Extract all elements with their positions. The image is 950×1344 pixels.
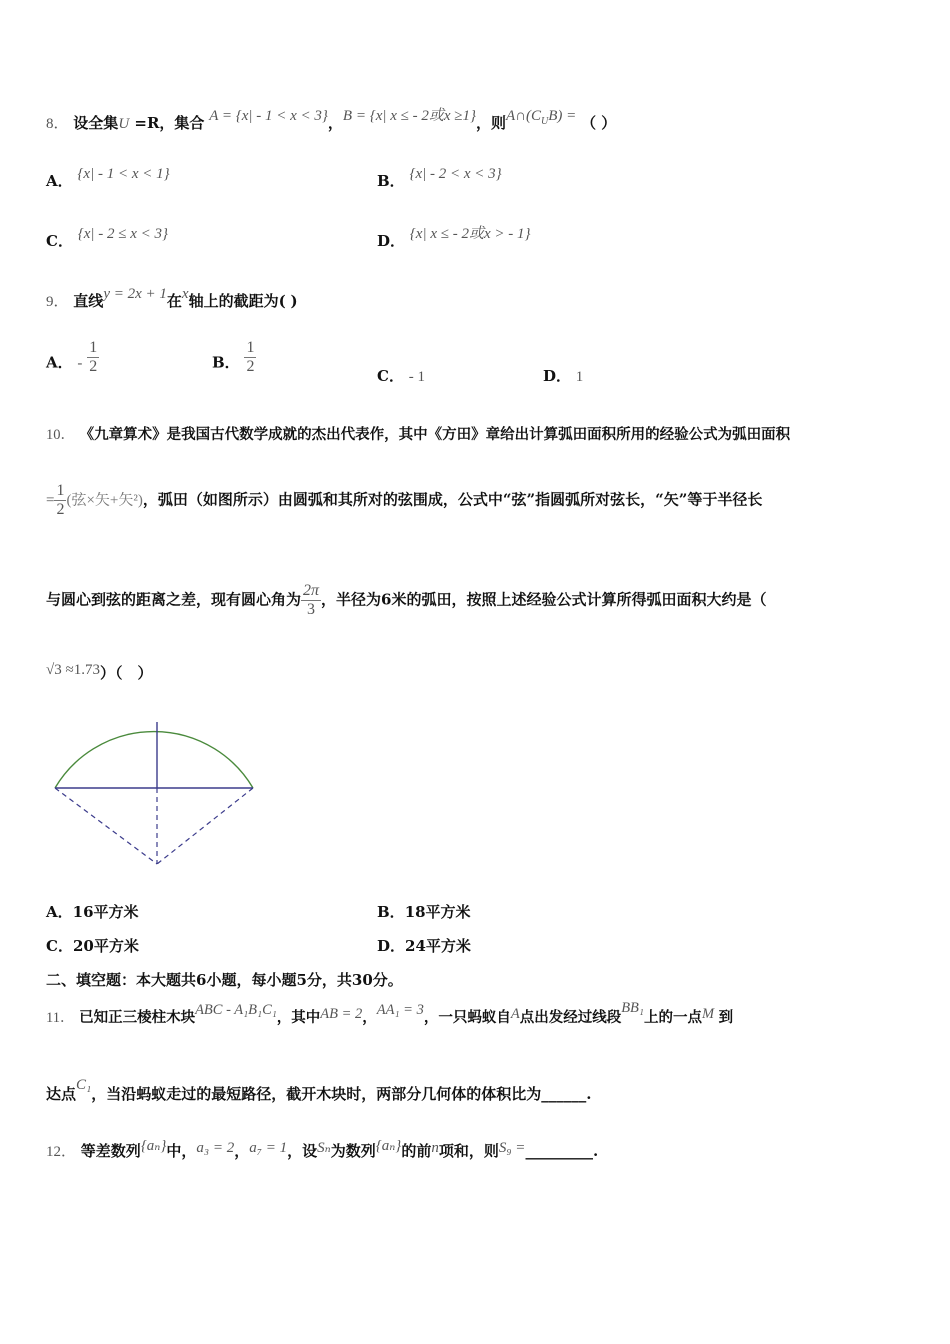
option-label: B． <box>212 353 240 372</box>
q10-half <box>54 482 66 519</box>
q9-number: 9． <box>46 294 69 310</box>
option-text: - 1 <box>408 369 425 385</box>
q8-expr <box>506 108 577 127</box>
q12-answer-blank[interactable]: _________. <box>525 1142 599 1160</box>
q10-text-4: ，半径为6米的弧田，按照上述经验公式计算所得弧田面积大约是（ <box>321 590 767 609</box>
q9-text-3: 轴上的截距为( <box>188 292 286 310</box>
q11-text-6: 上的一点 <box>643 1009 702 1026</box>
q11-point-a: A <box>510 1006 520 1022</box>
q11-c1: C₁ <box>76 1077 92 1093</box>
question-11-line-2 <box>46 1077 592 1104</box>
q9-text: 直线 <box>73 292 104 310</box>
option-label: A． <box>46 903 73 921</box>
q8-option-d[interactable] <box>377 226 531 251</box>
q12-a3: a₃ = 2 <box>196 1140 235 1156</box>
option-label: C． <box>46 937 73 955</box>
numerator: 1 <box>89 339 98 356</box>
denominator: 2 <box>89 358 98 375</box>
option-label: D． <box>377 937 406 955</box>
q10-text-3: 与圆心到弦的距离之差，现有圆心角为 <box>46 590 302 609</box>
q10-eq: = <box>46 492 55 509</box>
q12-text-3: ， <box>234 1142 250 1160</box>
option-label: B． <box>377 172 405 190</box>
arc-field-diagram <box>40 712 270 872</box>
option-text: {x| - 2 < x < 3} <box>409 166 502 182</box>
q10-text-5: ）（ ） <box>99 664 153 682</box>
q8-paren: （ ） <box>581 114 617 132</box>
option-label: C． <box>377 367 404 385</box>
question-10-line-2 <box>46 482 762 519</box>
denominator: 2 <box>246 358 255 375</box>
q10-text-2: ，弧田（如图所示）由圆弧和其所对的弦围成，公式中“弦”指圆弧所对弦长，“矢”等于半径长 <box>142 490 763 509</box>
q9-equation: y = 2x + 1 <box>103 286 167 302</box>
option-label: A． <box>46 353 73 372</box>
q9-text-4: ) <box>290 292 298 310</box>
q12-text-2: 中， <box>166 1142 197 1160</box>
option-text: 24平方米 <box>405 937 471 955</box>
option-label: D． <box>377 232 406 250</box>
q8-U: U <box>118 116 130 132</box>
q8-set-B: B = {x| x ≤ - 2或x ≥1} <box>342 108 477 124</box>
q10-number: 10． <box>46 427 75 443</box>
q11-text: 已知正三棱柱木块 <box>79 1009 196 1026</box>
question-9 <box>46 286 298 311</box>
q10-angle <box>301 582 321 619</box>
q10-option-b[interactable] <box>377 901 471 922</box>
option-text: 16平方米 <box>72 903 139 921</box>
q11-text-8: 达点 <box>46 1085 77 1103</box>
option-label: B． <box>377 903 405 921</box>
q12-number: 12． <box>46 1144 77 1160</box>
q10-option-a[interactable] <box>46 901 139 922</box>
q8-then: ，则 <box>476 114 507 132</box>
section-2-heading: 二、填空题：本大题共6小题，每小题5分，共30分。 <box>46 971 403 989</box>
q8-expr-a: A∩(C <box>506 108 542 124</box>
q11-text-2: ，其中 <box>276 1009 321 1026</box>
option-label: D． <box>543 367 572 385</box>
radius-left-dashed <box>55 788 157 864</box>
question-11-line-1 <box>46 1000 734 1027</box>
q8-text: 设全集 <box>73 114 119 132</box>
circular-arc <box>55 732 253 788</box>
numerator: 1 <box>246 339 255 356</box>
numerator: 1 <box>56 482 65 499</box>
option-text: {x| x ≤ - 2或x > - 1} <box>409 226 531 242</box>
q12-text-5: 为数列 <box>330 1142 376 1160</box>
option-sign: - <box>77 355 83 372</box>
q10-formula: (弦×矢+矢²) <box>66 492 143 509</box>
q12-n: n <box>431 1140 439 1156</box>
q11-text-7: 到 <box>718 1009 734 1026</box>
q9-option-a[interactable] <box>46 339 99 382</box>
q12-text-6: 的前 <box>401 1142 432 1160</box>
q11-number: 11． <box>46 1010 75 1026</box>
numerator: 2π <box>303 582 320 599</box>
q12-a7: a₇ = 1 <box>249 1140 288 1156</box>
question-8 <box>46 108 617 135</box>
q12-sn: Sₙ <box>317 1140 331 1156</box>
q11-ab: AB = 2 <box>320 1006 363 1022</box>
radius-right-dashed <box>157 788 253 864</box>
option-text: 20平方米 <box>72 937 139 955</box>
question-10-line-3 <box>46 582 766 619</box>
q9-option-c[interactable] <box>377 365 425 386</box>
option-text: {x| - 2 ≤ x < 3} <box>77 226 169 242</box>
option-fraction <box>244 339 256 376</box>
q8-option-b[interactable] <box>377 166 502 191</box>
q12-s9: S₉ = <box>498 1140 526 1156</box>
q8-set-A: A = {x| - 1 < x < 3} <box>209 108 328 124</box>
q10-text: 《九章算术》是我国古代数学成就的杰出代表作，其中《方田》章给出计算弧田面积所用的经验公式为弧田面积 <box>79 426 791 443</box>
q11-text-3: ， <box>362 1009 377 1026</box>
q9-text-2: 在 <box>166 292 182 310</box>
q10-approx: √3 ≈1.73 <box>46 662 100 678</box>
q8-number: 8． <box>46 116 69 132</box>
denominator: 3 <box>307 601 316 618</box>
option-fraction <box>87 339 99 376</box>
q11-prism: ABC - A₁B₁C₁ <box>195 1002 277 1018</box>
question-10-line-4 <box>46 662 152 683</box>
q12-text: 等差数列 <box>80 1142 141 1160</box>
question-10-line-1 <box>46 423 790 444</box>
q10-option-c[interactable] <box>46 935 139 956</box>
q8-expr-sub: U <box>541 116 549 127</box>
option-text: 18平方米 <box>404 903 471 921</box>
option-label: A． <box>46 172 73 190</box>
q12-sequence: {aₙ} <box>140 1138 167 1154</box>
q12-text-7: 项和，则 <box>438 1142 499 1160</box>
q11-text-9: ，当沿蚂蚁走过的最短路径，截开木块时，两部分几何体的体积比为______. <box>91 1085 592 1103</box>
q11-aa1: AA₁ = 3 <box>376 1002 424 1018</box>
option-text: {x| - 1 < x < 1} <box>77 166 170 182</box>
q11-point-m: M <box>701 1006 715 1022</box>
denominator: 2 <box>56 501 65 518</box>
q11-text-4: ，一只蚂蚁自 <box>423 1009 511 1026</box>
q8-option-c[interactable] <box>46 226 169 251</box>
q9-option-b[interactable] <box>212 339 256 382</box>
option-text: 1 <box>575 369 584 385</box>
q12-text-4: ，设 <box>287 1142 318 1160</box>
q8-option-a[interactable] <box>46 166 170 191</box>
q8-comma: ， <box>327 114 343 132</box>
q8-text-2: =R，集合 <box>129 114 205 132</box>
option-label: C． <box>46 232 73 250</box>
q11-bb1: BB₁ <box>621 1000 644 1016</box>
q9-x: x <box>181 286 189 302</box>
q8-expr-b: B) = <box>548 108 577 124</box>
q10-option-d[interactable] <box>377 935 471 956</box>
q11-text-5: 点出发经过线段 <box>519 1009 622 1026</box>
question-12 <box>46 1140 598 1161</box>
q12-sequence-2: {aₙ} <box>375 1138 402 1154</box>
q9-option-d[interactable] <box>543 365 583 386</box>
